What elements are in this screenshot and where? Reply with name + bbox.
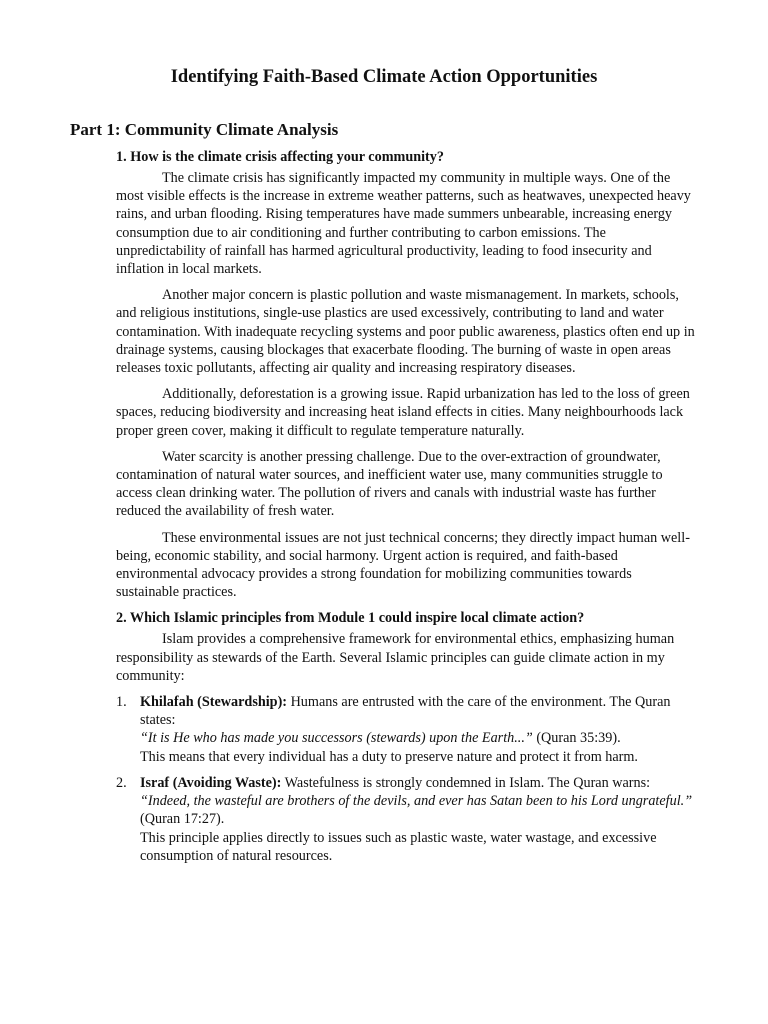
principle-term: Khilafah (Stewardship):	[140, 694, 288, 711]
q1-paragraph-3: Additionally, deforestation is a growing issue. Rapid urbanization has led to the loss of green spaces, reducing biodiversity and increasing heat island effects in cities. Many neighbourhoods lack proper green cover, making it difficult to regulate temperature naturally.	[116, 386, 690, 439]
principle-text: Humans are entrusted with the care of the environment. The Quran states:	[140, 694, 671, 729]
quran-quote: “Indeed, the wasteful are brothers of the devils, and ever has Satan been to his Lord ungrateful.”	[140, 793, 693, 810]
principles-list	[116, 693, 698, 865]
q1-paragraph-5: These environmental issues are not just technical concerns; they directly impact human well-being, economic stability, and social harmony. Urgent action is required, and faith-based environmental advocacy provides a strong foundation for mobilizing communities towards sustainable practices.	[116, 529, 690, 601]
quran-quote: “It is He who has made you successors (stewards) upon the Earth...”	[140, 730, 533, 747]
principle-term: Israf (Avoiding Waste):	[140, 774, 282, 791]
principle-note: This means that every individual has a duty to preserve nature and protect it from harm.	[140, 748, 638, 765]
list-item-number: 1.	[116, 694, 127, 711]
principle-note: This principle applies directly to issues such as plastic waste, water wastage, and excessive consumption of natural resources.	[140, 829, 657, 864]
q1-paragraph-1: The climate crisis has significantly impacted my community in multiple ways. One of the most visible effects is the increase in extreme weather patterns, such as heatwaves, unexpected heavy rains, and urban flooding. Rising temperatures have made summers unbearable, increasing energy consumption due to air conditioning and further contributing to carbon emissions. The unpredictability of rainfall has harmed agricultural productivity, leading to food insecurity and inflation in local markets.	[116, 170, 691, 278]
principle-text: Wastefulness is strongly condemned in Islam. The Quran warns:	[281, 774, 651, 791]
q1-paragraph-4: Water scarcity is another pressing challenge. Due to the over-extraction of groundwater, contamination of natural water sources, and inefficient water use, many communities struggle to access clean drinking water. The pollution of rivers and canals with industrial waste has further reduced the availability of fresh water.	[116, 448, 663, 520]
question-2: 2. Which Islamic principles from Module 1 could inspire local climate action?	[116, 610, 585, 627]
list-item	[116, 774, 698, 865]
question-1: 1. How is the climate crisis affecting your community?	[116, 149, 444, 165]
document-title: Identifying Faith-Based Climate Action Opportunities	[170, 67, 598, 87]
quote-line	[140, 792, 698, 828]
part-1-heading: Part 1: Community Climate Analysis	[70, 120, 339, 139]
list-item-number: 2.	[116, 774, 127, 791]
list-item	[116, 693, 698, 766]
quote-line	[140, 729, 698, 747]
quran-citation: (Quran 17:27).	[140, 811, 225, 828]
quran-citation: (Quran 35:39).	[532, 730, 621, 747]
q1-paragraph-2: Another major concern is plastic pollution and waste mismanagement. In markets, schools, and religious institutions, single-use plastics are used excessively, contributing to land and water contamination. With inadequate recycling systems and poor public awareness, plastics often end up in drainage systems, causing blockages that exacerbate flooding. The burning of waste in open areas releases toxic pollutants, affecting air quality and increasing respiratory diseases.	[116, 287, 695, 377]
q2-intro: Islam provides a comprehensive framework for environmental ethics, emphasizing human responsibility as stewards of the Earth. Several Islamic principles can guide climate action in my community:	[116, 631, 675, 684]
